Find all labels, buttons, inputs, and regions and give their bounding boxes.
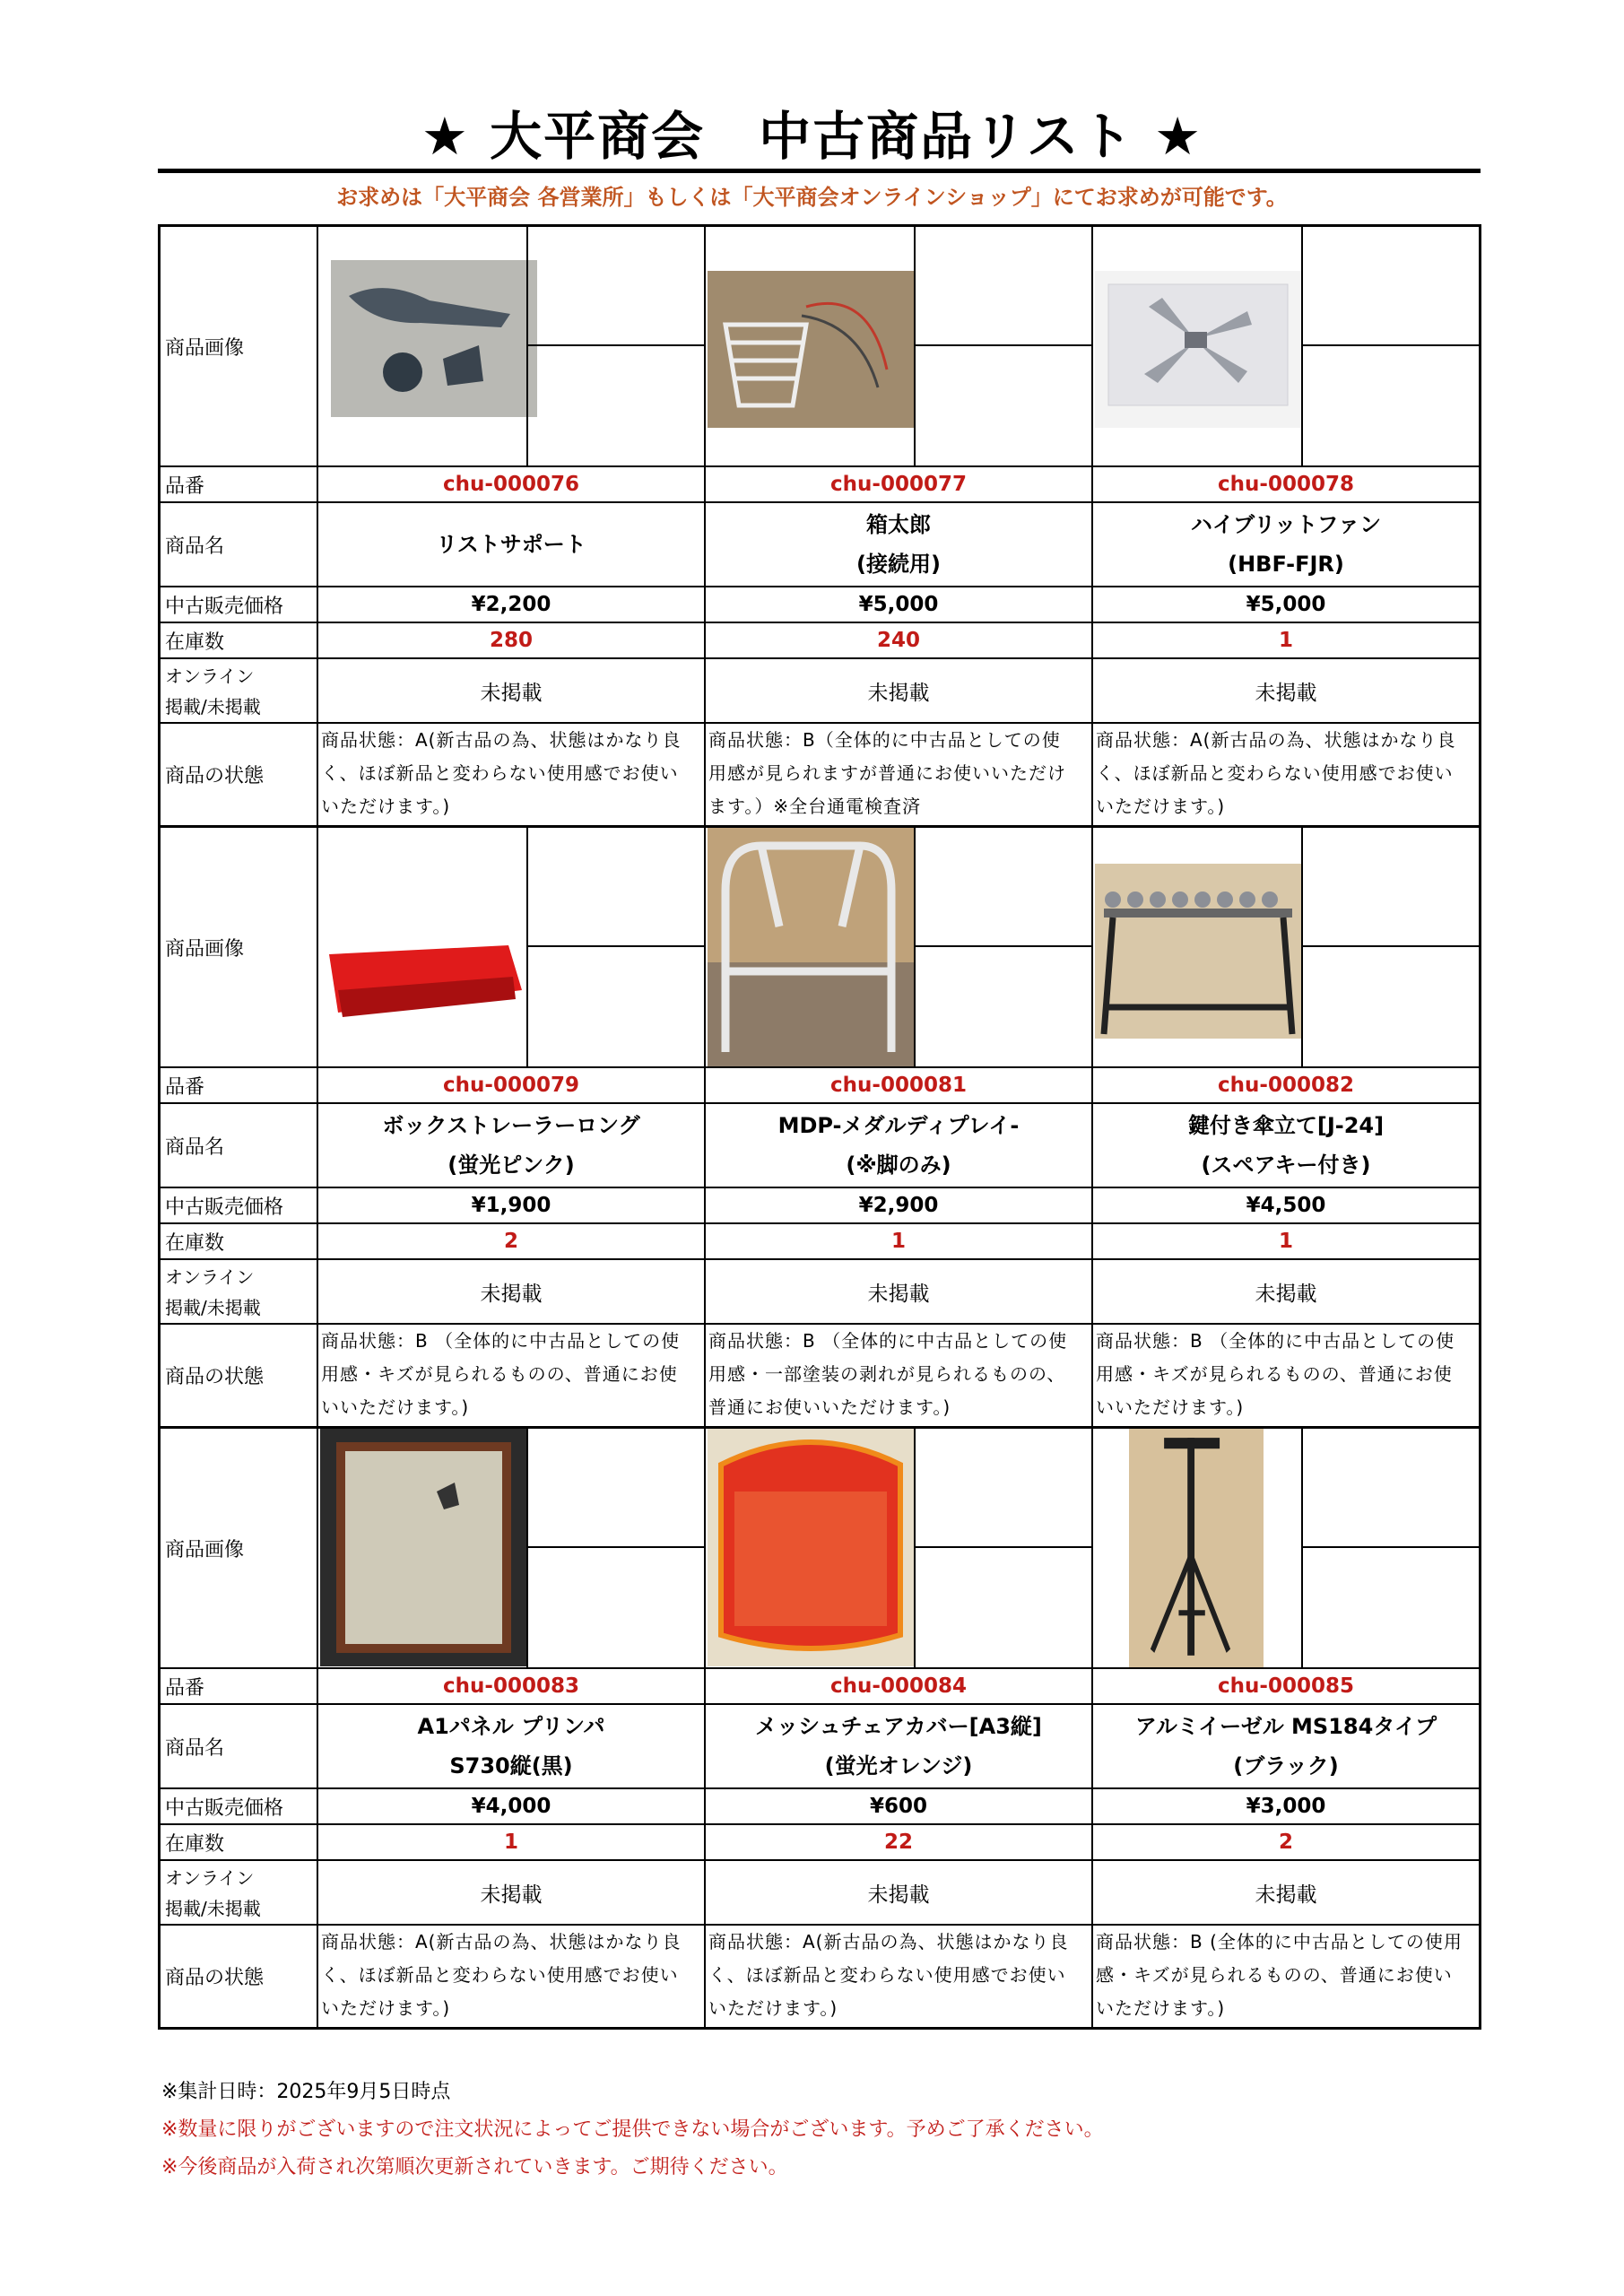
image-divider	[526, 1546, 704, 1548]
note-warning-quantity: ※数量に限りがございますので注文状況によってご提供できない場合がございます。予めご了承ください。	[161, 2118, 1104, 2141]
label-condition: 商品の状態	[165, 765, 265, 787]
product-name: アルミイーゼル MS184タイプ	[1134, 1714, 1437, 1739]
label-online-1: オンライン	[165, 1266, 255, 1288]
label-name: 商品名	[165, 1736, 225, 1760]
image-divider	[526, 227, 528, 465]
condition-line: 商品状態：A(新古品の為、状態はかなり良	[321, 1931, 682, 1952]
product-price: ¥5,000	[1246, 593, 1326, 616]
product-photo	[708, 1429, 914, 1669]
footer-notes	[161, 2074, 1104, 2187]
condition-line: 商品状態：B （全体的に中古品としての使	[1096, 1330, 1455, 1352]
product-name: 鍵付き傘立て[J-24]	[1187, 1113, 1385, 1138]
condition-line: 商品状態：B (全体的に中古品としての使用	[1096, 1931, 1463, 1952]
product-name: リストサポート	[436, 532, 586, 557]
image-divider	[526, 1429, 528, 1667]
product-photo	[1129, 1429, 1264, 1669]
product-column	[1093, 828, 1479, 1426]
label-image: 商品画像	[165, 937, 245, 961]
label-online-2: 掲載/未掲載	[165, 696, 261, 718]
condition-line: く、ほぼ新品と変わらない使用感でお使い	[321, 762, 679, 784]
product-code: chu-000083	[443, 1674, 579, 1698]
label-online-2: 掲載/未掲載	[165, 1297, 261, 1318]
online-status: 未掲載	[867, 1883, 930, 1907]
condition-line: 普通にお使いいただけます。)	[708, 1396, 951, 1418]
label-stock: 在庫数	[165, 1832, 225, 1856]
product-name-sub: S730縦(黒)	[449, 1753, 573, 1779]
product-column	[318, 1429, 706, 2027]
product-column	[1093, 227, 1479, 825]
product-stock: 2	[1278, 1831, 1293, 1854]
page-title: ★ 大平商会 中古商品リスト ★	[421, 106, 1203, 167]
label-online-2: 掲載/未掲載	[165, 1898, 261, 1919]
product-name-sub: (蛍光オレンジ)	[824, 1753, 973, 1779]
image-divider	[1301, 227, 1303, 465]
product-name-sub: (接続用)	[856, 552, 941, 577]
label-code: 品番	[165, 474, 205, 498]
online-status: 未掲載	[867, 681, 930, 705]
product-code: chu-000081	[830, 1074, 967, 1097]
online-status: 未掲載	[480, 681, 543, 705]
product-stock: 240	[876, 629, 920, 652]
condition-line: 商品状態：A(新古品の為、状態はかなり良	[1096, 729, 1456, 751]
product-table	[158, 224, 1481, 2030]
product-name-sub: (HBF-FJR)	[1228, 552, 1344, 577]
product-column	[706, 828, 1093, 1426]
condition-line: いただけます。)	[1096, 796, 1226, 817]
product-code: chu-000084	[830, 1674, 967, 1698]
product-price: ¥4,500	[1246, 1194, 1326, 1217]
image-divider	[914, 1429, 916, 1667]
condition-line: いいただけます。)	[321, 1396, 470, 1418]
label-code: 品番	[165, 1075, 205, 1099]
product-name-sub: (スペアキー付き)	[1201, 1152, 1371, 1178]
product-code: chu-000078	[1218, 473, 1354, 496]
title-underline	[158, 169, 1481, 173]
label-stock: 在庫数	[165, 1231, 225, 1255]
online-status: 未掲載	[1255, 1282, 1317, 1306]
label-image: 商品画像	[165, 336, 245, 360]
product-name: A1パネル プリンパ	[417, 1714, 605, 1739]
product-code: chu-000082	[1218, 1074, 1354, 1097]
product-column	[1093, 1429, 1479, 2027]
label-price: 中古販売価格	[165, 1796, 284, 1820]
label-price: 中古販売価格	[165, 1196, 284, 1219]
product-code: chu-000085	[1218, 1674, 1354, 1698]
product-name-sub: (※脚のみ)	[846, 1152, 951, 1178]
product-stock: 22	[883, 1831, 913, 1854]
product-price: ¥2,200	[471, 593, 551, 616]
condition-line: いただけます。)	[1096, 1997, 1226, 2019]
condition-line: いただけます。)	[321, 796, 451, 817]
product-name: メッシュチェアカバー[A3縦]	[755, 1714, 1042, 1739]
product-stock: 2	[503, 1230, 518, 1253]
product-stock: 1	[890, 1230, 906, 1253]
product-name: ハイブリットファン	[1190, 512, 1382, 537]
product-price: ¥2,900	[858, 1194, 939, 1217]
product-stock: 1	[503, 1831, 518, 1854]
label-price: 中古販売価格	[165, 595, 284, 618]
condition-line: く、ほぼ新品と変わらない使用感でお使い	[708, 1964, 1066, 1986]
image-divider	[914, 828, 916, 1066]
online-status: 未掲載	[480, 1883, 543, 1907]
product-photo	[1095, 271, 1301, 428]
product-name: ボックストレーラーロング	[382, 1113, 640, 1138]
online-status: 未掲載	[1255, 1883, 1317, 1907]
product-photo	[708, 828, 914, 1068]
image-divider	[1301, 828, 1303, 1066]
page-subtitle: お求めは「大平商会 各営業所」もしくは「大平商会オンラインショップ」にてお求めが可能です。	[336, 185, 1288, 210]
note-date: ※集計日時：2025年9月5日時点	[161, 2081, 451, 2103]
product-price: ¥600	[869, 1795, 927, 1818]
label-name: 商品名	[165, 535, 225, 558]
product-stock: 280	[489, 629, 533, 652]
image-divider	[1301, 1429, 1303, 1667]
condition-line: 用感・一部塗装の剥れが見られるものの、	[708, 1363, 1066, 1385]
product-block	[161, 828, 1479, 1429]
condition-line: 商品状態：A(新古品の為、状態はかなり良	[321, 729, 682, 751]
label-condition: 商品の状態	[165, 1967, 265, 1989]
product-price: ¥3,000	[1246, 1795, 1326, 1818]
label-online-1: オンライン	[165, 1867, 255, 1889]
product-name: MDP-メダルディプレイ-	[777, 1113, 1020, 1138]
online-status: 未掲載	[480, 1282, 543, 1306]
product-block	[161, 1429, 1479, 2027]
label-stock: 在庫数	[165, 631, 225, 654]
product-name-sub: (蛍光ピンク)	[447, 1152, 575, 1178]
product-column	[706, 227, 1093, 825]
product-stock: 1	[1278, 629, 1293, 652]
row-labels	[161, 828, 318, 1426]
condition-line: ます。）※全台通電検査済	[708, 796, 922, 817]
image-divider	[1301, 945, 1479, 947]
label-online-1: オンライン	[165, 665, 255, 687]
image-divider	[526, 344, 704, 346]
condition-line: 用感が見られますが普通にお使いいただけ	[708, 762, 1066, 784]
condition-line: く、ほぼ新品と変わらない使用感でお使い	[1096, 762, 1454, 784]
product-price: ¥5,000	[858, 593, 939, 616]
product-price: ¥1,900	[471, 1194, 551, 1217]
condition-line: 商品状態：B（全体的に中古品としての使	[708, 729, 1061, 751]
condition-line: 商品状態：A(新古品の為、状態はかなり良	[708, 1931, 1069, 1952]
image-divider	[1301, 344, 1479, 346]
note-warning-updates: ※今後商品が入荷され次第順次更新されていきます。ご期待ください。	[161, 2156, 788, 2179]
row-labels	[161, 227, 318, 825]
product-photo	[1095, 864, 1301, 1039]
product-column	[318, 828, 706, 1426]
condition-line: いいただけます。)	[1096, 1396, 1245, 1418]
image-divider	[914, 1546, 1091, 1548]
product-column	[706, 1429, 1093, 2027]
label-name: 商品名	[165, 1135, 225, 1159]
condition-line: 商品状態：B （全体的に中古品としての使	[708, 1330, 1068, 1352]
product-code: chu-000079	[443, 1074, 579, 1097]
product-name: 箱太郎	[866, 512, 931, 537]
label-condition: 商品の状態	[165, 1366, 265, 1388]
product-code: chu-000077	[830, 473, 967, 496]
image-divider	[914, 344, 1091, 346]
row-labels	[161, 1429, 318, 2027]
product-photo	[320, 1429, 526, 1666]
online-status: 未掲載	[867, 1282, 930, 1306]
product-photo	[708, 271, 914, 428]
product-block	[161, 227, 1479, 828]
label-image: 商品画像	[165, 1538, 245, 1561]
online-status: 未掲載	[1255, 681, 1317, 705]
product-stock: 1	[1278, 1230, 1293, 1253]
condition-line: 感・キズが見られるものの、普通にお使い	[1096, 1964, 1453, 1986]
condition-line: いただけます。)	[708, 1997, 838, 2019]
image-divider	[914, 227, 916, 465]
image-divider	[526, 828, 528, 1066]
product-price: ¥4,000	[471, 1795, 551, 1818]
product-photo	[320, 891, 526, 1048]
condition-line: 商品状態：B （全体的に中古品としての使	[321, 1330, 681, 1352]
product-photo	[331, 260, 537, 417]
image-divider	[1301, 1546, 1479, 1548]
product-column	[318, 227, 706, 825]
label-code: 品番	[165, 1676, 205, 1700]
condition-line: 用感・キズが見られるものの、普通にお使	[1096, 1363, 1453, 1385]
image-divider	[526, 945, 704, 947]
product-name-sub: (ブラック)	[1233, 1753, 1339, 1779]
condition-line: いただけます。)	[321, 1997, 451, 2019]
condition-line: く、ほぼ新品と変わらない使用感でお使い	[321, 1964, 679, 1986]
product-code: chu-000076	[443, 473, 579, 496]
condition-line: 用感・キズが見られるものの、普通にお使	[321, 1363, 678, 1385]
image-divider	[914, 945, 1091, 947]
